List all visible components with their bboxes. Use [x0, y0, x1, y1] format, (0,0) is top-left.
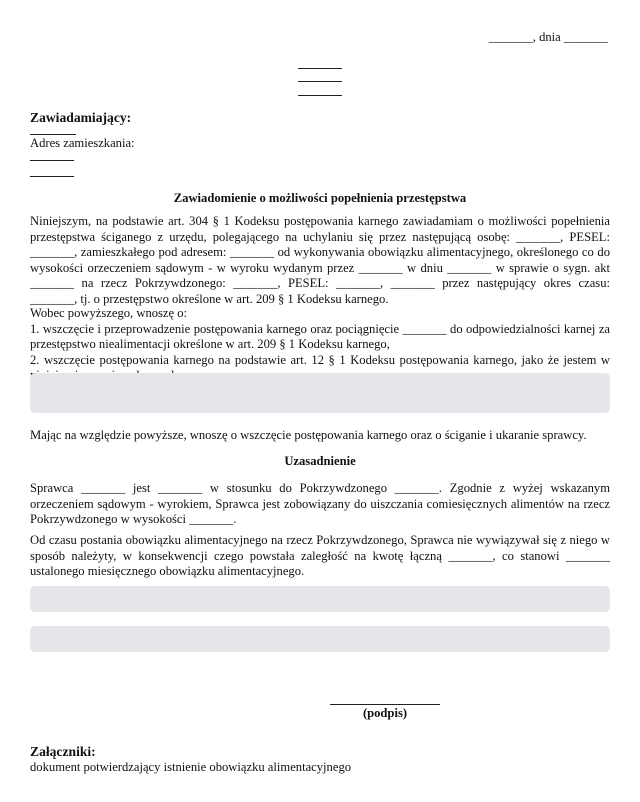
request-item-2: 2. wszczęcie postępowania karnego na podstawie art. 12 § 1 Kodeksu postępowania karnego, jako że jestem w: [30, 352, 610, 367]
notifier-name-blank: [30, 134, 76, 135]
request-item-1: 1. wszczęcie i przeprowadzenie postępowania karnego oraz pociągnięcie _______ do odpowiedzialności karnej za przestępstwo niealimentacji określone w art. 209 § 1 Kodeksu karnego,: [30, 321, 610, 352]
justification-paragraph-2: Od czasu postania obowiązku alimentacyjnego na rzecz Pokrzywdzonego, Sprawca nie wywiązywał się z niego w sposób należyty, w konsekwencji czego powstała zaległość na kwotę łączną _______, co stanowi _______ ustalonego miesięcznego obowiązku alimentacyjnego.: [30, 533, 610, 579]
text-input-box-2[interactable]: [30, 586, 610, 612]
attachment-item: dokument potwierdzający istnienie obowiązku alimentacyjnego: [30, 760, 352, 774]
header-line-2: [298, 81, 342, 82]
attachments-heading: Załączniki:: [30, 744, 96, 759]
text-input-box-3[interactable]: [30, 626, 610, 652]
header-line-3: [298, 95, 342, 96]
date-line: _______, dnia _______: [488, 30, 608, 44]
header-line-1: [298, 68, 342, 69]
closing-request: Mając na względzie powyższe, wnoszę o wszczęcie postępowania karnego oraz o ściganie i ukaranie sprawcy.: [30, 428, 587, 442]
justification-heading: Uzasadnienie: [284, 454, 356, 468]
requests-intro: Wobec powyższego, wnoszę o:: [30, 306, 188, 320]
document-title: Zawiadomienie o możliwości popełnienia przestępstwa: [173, 191, 467, 205]
address-label: Adres zamieszkania:: [30, 136, 135, 150]
signature-line: [330, 704, 440, 705]
text-input-box-1[interactable]: [30, 373, 610, 413]
notifier-heading: Zawiadamiający:: [30, 110, 132, 125]
address-blank-1: [30, 160, 74, 161]
intro-paragraph: Niniejszym, na podstawie art. 304 § 1 Kodeksu postępowania karnego zawiadamiam o możliwości popełnienia przestępstwa ściganego z urzędu, polegającego na uchylaniu się przez następującą osobę: _______, PESEL: _______, zamieszkałego pod adresem: _______ od wykonywania obowiązku alimentacyjnego, określonego co do wysokości orzeczeniem sądowym - w wyroku wydanym przez _______ w dniu _______ w sprawie o sygn. akt _______ na rzecz Pokrzywdzonego: _______, PESEL: _______, _______ przez następujący okres czasu: _______, tj. o przestępstwo określone w art. 209 § 1 Kodeksu karnego.: [30, 214, 610, 306]
address-blank-2: [30, 176, 74, 177]
signature-label: (podpis): [362, 706, 408, 720]
justification-paragraph-1: Sprawca _______ jest _______ w stosunku do Pokrzywdzonego _______. Zgodnie z wyżej wskazanym orzeczeniem sądowym - wyrokiem, Sprawca jest zobowiązany do uiszczania comiesięcznych alimentów na rzecz Pokrzywdzonego w wysokości _______.: [30, 481, 610, 527]
